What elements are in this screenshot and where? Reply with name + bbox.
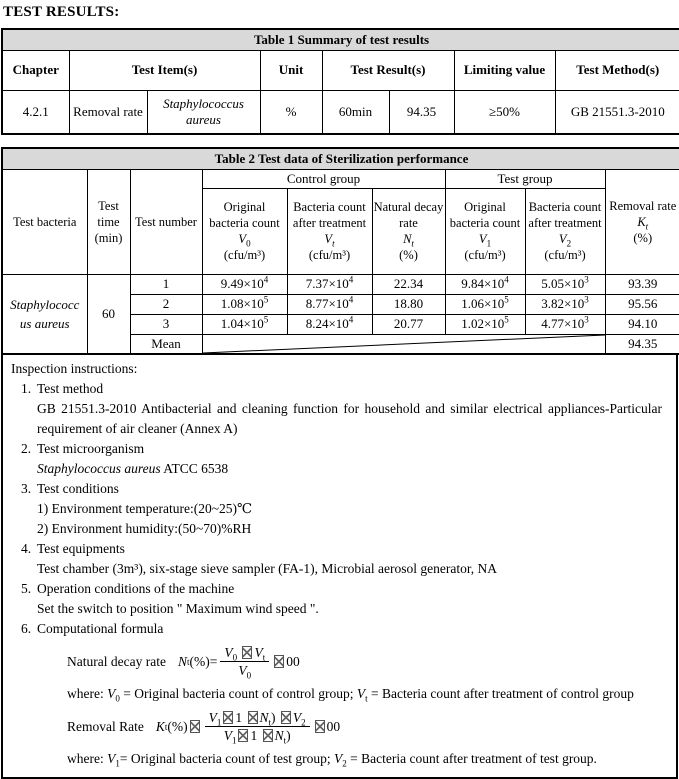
instruction-item-4 — [7, 539, 662, 579]
item-body: Staphylococcus aureus ATCC 6538 — [37, 459, 662, 479]
item-heading: Computational formula — [37, 619, 662, 639]
instruction-item-1 — [7, 379, 662, 439]
header-limiting-value: Limiting value — [454, 50, 555, 90]
page-title: TEST RESULTS: — [3, 4, 678, 21]
cell-test-number: 2 — [130, 294, 202, 314]
item-number: 1. — [7, 379, 37, 439]
item-heading: Operation conditions of the machine — [37, 579, 662, 599]
cell-test-number: 1 — [130, 274, 202, 294]
formula-label: Removal Rate — [67, 717, 144, 737]
instruction-item-5 — [7, 579, 662, 619]
cell-nt: 22.34 — [372, 274, 445, 294]
cell-nt: 20.77 — [372, 314, 445, 334]
item-number: 5. — [7, 579, 37, 619]
cell-mean-label: Mean — [130, 334, 202, 354]
cell-v2: $3.82\times 10^3$ — [525, 294, 605, 314]
header-test-time: Test time (min) — [87, 169, 130, 274]
inspection-instructions — [1, 353, 678, 779]
item-number: 2. — [7, 439, 37, 479]
formula-label: Natural decay rate — [67, 652, 166, 672]
item-number: 4. — [7, 539, 37, 579]
cell-test-method: GB 21551.3-2010 — [555, 90, 679, 134]
cell-test-number: 3 — [130, 314, 202, 334]
header-v2: Bacteria count after treatment $V_2$ (cfu/m³) — [525, 188, 605, 274]
cell-vt: $7.37\times 10^4$ — [287, 274, 372, 294]
table2-sterilization — [1, 147, 679, 355]
mean-merged-cell — [202, 334, 605, 354]
cell-v0: $1.08\times 10^5$ — [202, 294, 287, 314]
condition-line-2: 2) Environment humidity:(50~70)%RH — [37, 519, 662, 539]
item-body: Set the switch to position " Maximum wind speed ". — [37, 599, 662, 619]
formula-expression: K t (%) $\frac{V_1 1 N_t) V_2}{V_1 1 N_t)}$ 00 — [156, 709, 340, 744]
missing-glyph-box — [263, 729, 273, 742]
cell-mean-value: 94.35 — [605, 334, 679, 354]
header-test-items: Test Item(s) — [69, 50, 260, 90]
missing-glyph-box — [190, 720, 200, 733]
condition-line-1: 1) Environment temperature:(20~25)℃ — [37, 499, 662, 519]
header-v0: Original bacteria count $V_0$ (cfu/m³) — [202, 188, 287, 274]
cell-vt: $8.77\times 10^4$ — [287, 294, 372, 314]
header-test-group: Test group — [445, 169, 605, 188]
missing-glyph-box — [238, 729, 248, 742]
header-test-number: Test number — [130, 169, 202, 274]
cell-organism: Staphylococcus aureus — [147, 90, 260, 134]
fraction: $\frac{V_1 1 N_t) V_2}{V_1 1 N_t)}$ — [205, 709, 310, 744]
table1-data-row — [2, 90, 679, 134]
item-heading: Test equipments — [37, 539, 662, 559]
cell-bacteria-name: Staphylococcus aureus — [2, 274, 87, 354]
table2-data-row-1 — [2, 274, 679, 294]
item-number: 6. — [7, 619, 37, 639]
cell-kt: 95.56 — [605, 294, 679, 314]
cell-v0: $9.49\times 10^4$ — [202, 274, 287, 294]
cell-result-time: 60min — [322, 90, 389, 134]
header-unit: Unit — [260, 50, 322, 90]
formula-expression: N t (%)= $\frac{V_0 V_t}{V_0}$ 00 — [178, 644, 300, 679]
natural-decay-rate-formula — [67, 644, 662, 679]
cell-v1: $1.02\times 10^5$ — [445, 314, 525, 334]
table2-group-header-row — [2, 169, 679, 188]
item-body: GB 21551.3-2010 Antibacterial and cleaning function for household and similar electrical appliances-Particular requirement of air cleaner (Annex A) — [37, 399, 662, 439]
instructions-title: Inspection instructions: — [11, 359, 662, 379]
removal-rate-unit: (%) — [607, 230, 679, 246]
header-test-methods: Test Method(s) — [555, 50, 679, 90]
where-clause-test-group: where: $V_1=$ Original bacteria count of test group; $V_2$ = Bacteria count after treatment of test group. — [67, 749, 662, 769]
cell-kt: 93.39 — [605, 274, 679, 294]
organism-name: Staphylococcus aureus — [37, 461, 161, 476]
removal-rate-var: K — [637, 215, 645, 229]
header-nt: Natural decay rate $N_t$ (%) — [372, 188, 445, 274]
fraction: $\frac{V_0 V_t}{V_0}$ — [220, 644, 269, 679]
diagonal-line — [203, 335, 605, 353]
table1-header-row — [2, 50, 679, 90]
header-v1: Original bacteria count $V_1$ (cfu/m³) — [445, 188, 525, 274]
cell-v0: $1.04\times 10^5$ — [202, 314, 287, 334]
cell-chapter: 4.2.1 — [2, 90, 69, 134]
header-test-bacteria: Test bacteria — [2, 169, 87, 274]
missing-glyph-box — [223, 711, 233, 724]
cell-test-time: 60 — [87, 274, 130, 354]
missing-glyph-box — [315, 720, 325, 733]
header-vt: Bacteria count after treatment $V_t$ (cfu/m³) — [287, 188, 372, 274]
instruction-item-3 — [7, 479, 662, 539]
item-number: 3. — [7, 479, 37, 539]
table2-title: Table 2 Test data of Sterilization performance — [2, 148, 679, 169]
instruction-item-2 — [7, 439, 662, 479]
cell-v1: $1.06\times 10^5$ — [445, 294, 525, 314]
cell-test-item: Removal rate — [69, 90, 147, 134]
table1-title: Table 1 Summary of test results — [2, 29, 679, 50]
cell-v2: $4.77\times 10^3$ — [525, 314, 605, 334]
header-test-results: Test Result(s) — [322, 50, 454, 90]
cell-nt: 18.80 — [372, 294, 445, 314]
cell-kt: 94.10 — [605, 314, 679, 334]
table2-title-row — [2, 148, 679, 169]
cell-v2: $5.05\times 10^3$ — [525, 274, 605, 294]
instruction-item-6 — [7, 619, 662, 639]
item-heading: Test method — [37, 379, 662, 399]
item-heading: Test microorganism — [37, 439, 662, 459]
item-heading: Test conditions — [37, 479, 662, 499]
cell-unit: % — [260, 90, 322, 134]
missing-glyph-box — [248, 711, 258, 724]
item-body: Test chamber (3m³), six-stage sieve sampler (FA-1), Microbial aerosol generator, NA — [37, 559, 662, 579]
removal-rate-formula — [67, 709, 662, 744]
where-clause-control-group: where: $V_0$ = Original bacteria count of control group; $V_t$ = Bacteria count after treatment of control group — [67, 684, 662, 704]
cell-limiting-value: ≥50% — [454, 90, 555, 134]
missing-glyph-box — [281, 711, 291, 724]
cell-vt: $8.24\times 10^4$ — [287, 314, 372, 334]
table1-summary — [1, 28, 679, 135]
missing-glyph-box — [274, 655, 284, 668]
header-control-group: Control group — [202, 169, 445, 188]
removal-rate-label: Removal rate — [607, 198, 679, 214]
table1-title-row — [2, 29, 679, 50]
header-chapter: Chapter — [2, 50, 69, 90]
cell-result-value: 94.35 — [389, 90, 454, 134]
missing-glyph-box — [242, 646, 252, 659]
header-removal-rate: Removal rate $K_t$ (%) — [605, 169, 679, 274]
cell-v1: $9.84\times 10^4$ — [445, 274, 525, 294]
